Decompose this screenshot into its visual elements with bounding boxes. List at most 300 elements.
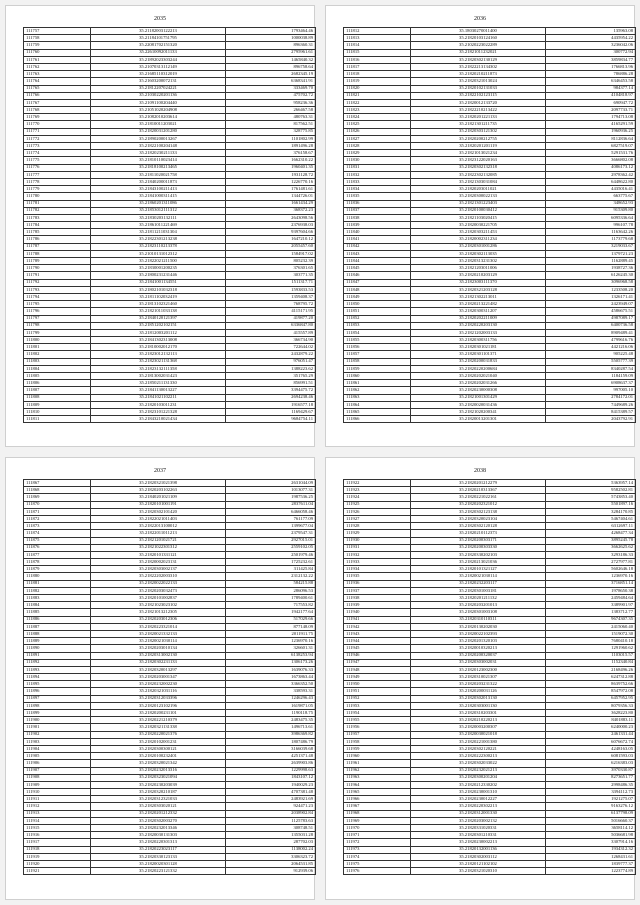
table-row	[344, 143, 636, 150]
row-amount: 328775.85	[226, 128, 316, 135]
row-id: 111879	[24, 566, 91, 573]
table-row	[24, 616, 316, 623]
row-amount: 1355031.28	[226, 832, 316, 839]
row-amount: 1103015.57	[546, 652, 636, 659]
row-amount: 1661434.29	[226, 200, 316, 207]
table-row	[24, 566, 316, 573]
table-row	[24, 107, 316, 114]
row-code: 35.22081702151320	[91, 42, 226, 49]
row-amount: 2795961.61	[226, 49, 316, 56]
row-id: 111961	[344, 760, 411, 767]
row-code: 35.21820303002031	[411, 659, 546, 666]
table-row	[344, 630, 636, 637]
row-amount: 1465840.32	[226, 56, 316, 63]
page-title: 2037	[154, 468, 166, 474]
table-row	[344, 200, 636, 207]
row-id: 111928	[344, 523, 411, 530]
table-row	[24, 825, 316, 832]
table-row	[344, 250, 636, 257]
row-amount: 8401883.11	[546, 717, 636, 724]
row-code: 35.21841021102211	[91, 394, 226, 401]
row-code: 35.21820203001347	[91, 674, 226, 681]
row-id: 111776	[24, 164, 91, 171]
table-row	[24, 515, 316, 522]
row-id: 111931	[344, 544, 411, 551]
row-id: 111838	[344, 214, 411, 221]
table-row	[344, 358, 636, 365]
table-row	[24, 99, 316, 106]
table-row	[24, 530, 316, 537]
row-id: 111882	[24, 587, 91, 594]
row-amount: 2784172.01	[546, 394, 636, 401]
row-code: 35.21822301213238	[91, 236, 226, 243]
table-row	[344, 157, 636, 164]
row-amount: 2998486.35	[546, 781, 636, 788]
table-row	[24, 358, 316, 365]
row-id: 111805	[24, 373, 91, 380]
row-code: 35.21821001301429	[411, 394, 546, 401]
row-code: 35.21820320021342	[91, 760, 226, 767]
table-row	[24, 293, 316, 300]
row-code: 35.22610092011133	[91, 49, 226, 56]
row-code: 35.21820221022161	[411, 494, 546, 501]
row-amount: 3236042.06	[546, 42, 636, 49]
row-code: 35.21685110312019	[91, 71, 226, 78]
table-row	[344, 796, 636, 803]
row-code: 35.21820130202030	[411, 623, 546, 630]
row-code: 35.21820321031116	[91, 688, 226, 695]
row-amount: 3389901.97	[546, 602, 636, 609]
row-id: 111965	[344, 789, 411, 796]
table-row	[344, 487, 636, 494]
row-amount: 1173779.68	[546, 236, 636, 243]
table-row	[24, 301, 316, 308]
row-code: 35.21820213221482	[411, 301, 546, 308]
row-id: 111897	[24, 695, 91, 702]
table-row	[344, 373, 636, 380]
row-amount: 1593833.53	[226, 286, 316, 293]
row-id: 111853	[344, 322, 411, 329]
row-amount: 1725232.61	[226, 559, 316, 566]
table-row	[344, 587, 636, 594]
row-id: 111794	[24, 293, 91, 300]
table-row	[24, 128, 316, 135]
row-id: 111821	[344, 92, 411, 99]
row-code: 35.21020223022289	[411, 42, 546, 49]
row-code: 35.21820302231133	[91, 659, 226, 666]
table-row	[344, 85, 636, 92]
table-row	[24, 214, 316, 221]
row-id: 111910	[24, 789, 91, 796]
row-id: 111942	[344, 623, 411, 630]
table-row	[24, 839, 316, 846]
table-row	[24, 416, 316, 423]
row-amount: 286096.53	[226, 587, 316, 594]
table-row	[344, 638, 636, 645]
row-code: 35.21820223023117	[91, 846, 226, 853]
row-code: 35.21811211031304	[91, 229, 226, 236]
row-code: 35.21800231231446	[91, 272, 226, 279]
row-amount: 1647210.12	[226, 236, 316, 243]
table-row	[344, 315, 636, 322]
table-row	[344, 28, 636, 35]
table-row	[344, 846, 636, 853]
table-row	[24, 760, 316, 767]
table-row	[344, 351, 636, 358]
table-row	[24, 659, 316, 666]
row-code: 35.21091100204440	[91, 99, 226, 106]
row-code: 35.21820202211009	[411, 315, 546, 322]
row-id: 111788	[24, 250, 91, 257]
row-amount: 1891496.28	[226, 143, 316, 150]
row-amount: 311425.84	[226, 566, 316, 573]
row-code: 35.21820303121302	[411, 128, 546, 135]
table-row	[24, 222, 316, 229]
row-amount: 996107.78	[546, 222, 636, 229]
row-id: 111830	[344, 157, 411, 164]
row-id: 111828	[344, 143, 411, 150]
row-code: 35.21820220200684	[411, 365, 546, 372]
table-row	[24, 630, 316, 637]
row-amount: 8273651.77	[546, 774, 636, 781]
row-code: 35.21820312321033	[91, 796, 226, 803]
row-amount: 924471.23	[226, 803, 316, 810]
row-id: 111779	[24, 186, 91, 193]
row-amount: 1399677.04	[226, 523, 316, 530]
row-code: 35.18030270011400	[411, 28, 546, 35]
table-row	[344, 666, 636, 673]
row-code: 35.21822100204148	[91, 143, 226, 150]
table-row	[24, 487, 316, 494]
table-row	[344, 272, 636, 279]
row-id: 111966	[344, 796, 411, 803]
row-code: 35.21820002023131	[91, 559, 226, 566]
table-row	[24, 28, 316, 35]
row-amount: 2097733.71	[546, 107, 636, 114]
row-code: 35.21823132111358	[91, 365, 226, 372]
table-row	[24, 717, 316, 724]
row-code: 35.21820230001310	[411, 789, 546, 796]
row-amount: 2682345.19	[226, 71, 316, 78]
table-row	[24, 135, 316, 142]
row-code: 35.21820102131033	[411, 85, 546, 92]
table-row	[344, 566, 636, 573]
row-id: 111976	[344, 868, 411, 875]
row-amount: 1960401.35	[226, 164, 316, 171]
table-row	[344, 544, 636, 551]
table-row	[344, 551, 636, 558]
row-amount: 4707381.48	[226, 789, 316, 796]
row-code: 35.21841001134551	[91, 279, 226, 286]
row-amount: 6076672.74	[546, 738, 636, 745]
row-amount: 1843107.12	[226, 774, 316, 781]
table-row	[24, 315, 316, 322]
table-row	[344, 214, 636, 221]
row-code: 35.21823122020163	[411, 157, 546, 164]
row-id: 111958	[344, 738, 411, 745]
row-amount: 1169429.67	[226, 408, 316, 415]
row-code: 35.21820223121332	[91, 868, 226, 875]
row-code: 35.21820123102196	[91, 702, 226, 709]
row-code: 35.21184101751795	[91, 35, 226, 42]
row-amount: 6346453.58	[546, 78, 636, 85]
table-row	[344, 301, 636, 308]
row-code: 35.21820022102393	[411, 630, 546, 637]
row-id: 111867	[24, 480, 91, 487]
row-id: 111824	[344, 114, 411, 121]
row-code: 35.21822210213422	[411, 107, 546, 114]
table-row	[24, 480, 316, 487]
table-row	[24, 143, 316, 150]
row-amount: 1793464.46	[226, 28, 316, 35]
data-table	[23, 479, 316, 875]
row-code: 35.21822011011213	[91, 530, 226, 537]
row-id: 111806	[24, 380, 91, 387]
row-amount: 2978362.42	[546, 171, 636, 178]
row-id: 111793	[24, 286, 91, 293]
row-code: 35.21823101221328	[91, 408, 226, 415]
table-row	[24, 796, 316, 803]
row-amount: 5743853.40	[546, 494, 636, 501]
table-row	[344, 243, 636, 250]
row-id: 111935	[344, 573, 411, 580]
row-id: 111798	[24, 322, 91, 329]
table-row	[344, 537, 636, 544]
table-row	[344, 659, 636, 666]
row-id: 111813	[344, 35, 411, 42]
row-code: 35.21820021030114	[411, 573, 546, 580]
row-amount: 1940029.23	[226, 781, 316, 788]
row-amount: 1766813.96	[546, 63, 636, 70]
table-row	[24, 609, 316, 616]
row-amount: 6336847.80	[226, 322, 316, 329]
row-amount: 8415389.57	[546, 408, 636, 415]
table-row	[24, 186, 316, 193]
row-code: 35.21820030131303	[91, 832, 226, 839]
table-row	[24, 35, 316, 42]
row-amount: 480763.31	[226, 114, 316, 121]
table-row	[24, 387, 316, 394]
row-id: 111785	[24, 229, 91, 236]
row-code: 35.21820232013316	[91, 767, 226, 774]
row-amount: 1938727.36	[546, 265, 636, 272]
row-code: 35.21820012133720	[411, 99, 546, 106]
row-code: 35.21820203032473	[91, 587, 226, 594]
table-row	[24, 688, 316, 695]
row-code: 35.21821022301312	[91, 544, 226, 551]
row-id: 111845	[344, 265, 411, 272]
table-row	[344, 193, 636, 200]
row-code: 35.21820021332133	[91, 630, 226, 637]
row-code: 35.21841302313008	[91, 337, 226, 344]
table-row	[344, 724, 636, 731]
row-id: 111771	[24, 128, 91, 135]
table-row	[344, 810, 636, 817]
row-amount: 4165291.59	[546, 121, 636, 128]
row-code: 35.21812207024221	[91, 85, 226, 92]
row-amount: 287702.03	[226, 839, 316, 846]
row-id: 111815	[344, 49, 411, 56]
row-amount: 717553.82	[226, 602, 316, 609]
table-row	[344, 99, 636, 106]
table-row	[24, 832, 316, 839]
row-id: 111946	[344, 652, 411, 659]
row-amount: 366734.90	[226, 337, 316, 344]
row-amount: 3394112.73	[546, 789, 636, 796]
row-id: 111913	[24, 810, 91, 817]
row-id: 111792	[24, 279, 91, 286]
table-row	[24, 602, 316, 609]
table-row	[24, 710, 316, 717]
table-row	[344, 595, 636, 602]
row-code: 35.21820321020310	[411, 868, 546, 875]
row-code: 35.21182003122213	[91, 28, 226, 35]
row-id: 111770	[24, 121, 91, 128]
row-amount: 419877.20	[226, 315, 316, 322]
table-row	[344, 695, 636, 702]
data-table	[343, 27, 636, 423]
row-id: 111971	[344, 832, 411, 839]
row-amount: 415557.89	[226, 329, 316, 336]
row-id: 111968	[344, 810, 411, 817]
table-row	[344, 135, 636, 142]
row-id: 111827	[344, 135, 411, 142]
row-id: 111778	[24, 178, 91, 185]
row-code: 35.21820030021018	[411, 731, 546, 738]
row-code: 35.21820330202103	[411, 551, 546, 558]
row-amount: 8547972.08	[546, 688, 636, 695]
row-amount: 338593.31	[226, 688, 316, 695]
row-amount: 1794713.08	[546, 114, 636, 121]
row-amount: 584215.88	[226, 580, 316, 587]
row-code: 35.21820201201119	[411, 143, 546, 150]
table-row	[344, 515, 636, 522]
row-code: 35.21820020031436	[411, 401, 546, 408]
row-amount: 4987089.17	[546, 315, 636, 322]
table-row	[24, 229, 316, 236]
row-code: 35.21820002311234	[411, 236, 546, 243]
row-amount: 3306323.72	[226, 853, 316, 860]
table-row	[344, 767, 636, 774]
row-id: 111781	[24, 200, 91, 207]
row-code: 35.21820330123133	[91, 853, 226, 860]
row-amount: 1978650.38	[546, 587, 636, 594]
row-code: 35.21820101001191	[91, 501, 226, 508]
row-id: 111801	[24, 344, 91, 351]
row-amount: 1236970.16	[546, 573, 636, 580]
row-id: 111948	[344, 666, 411, 673]
row-id: 111945	[344, 645, 411, 652]
table-row	[344, 365, 636, 372]
row-id: 111893	[24, 666, 91, 673]
table-row	[24, 373, 316, 380]
row-id: 111952	[344, 695, 411, 702]
row-code: 35.21820313002130	[91, 652, 226, 659]
table-row	[24, 171, 316, 178]
row-amount: 4251371.48	[226, 753, 316, 760]
row-amount: 2376938.03	[226, 222, 316, 229]
row-code: 35.21820200303171	[411, 537, 546, 544]
table-row	[24, 587, 316, 594]
row-id: 111921	[24, 868, 91, 875]
row-code: 35.21820302013130	[411, 695, 546, 702]
table-row	[344, 753, 636, 760]
row-amount: 517029.66	[226, 616, 316, 623]
row-amount: 2483921.69	[226, 796, 316, 803]
row-amount: 6400736.58	[546, 322, 636, 329]
row-code: 35.21820321131338	[91, 724, 226, 731]
row-amount: 4268477.34	[546, 530, 636, 537]
table-row	[344, 580, 636, 587]
row-id: 111929	[344, 530, 411, 537]
row-amount: 1960936.25	[546, 128, 636, 135]
row-code: 35.21821201021721	[91, 537, 226, 544]
row-id: 111895	[24, 681, 91, 688]
row-id: 111909	[24, 781, 91, 788]
row-id: 111860	[344, 373, 411, 380]
table-row	[344, 286, 636, 293]
row-amount: 2559102.05	[226, 544, 316, 551]
row-amount: 1138002.24	[226, 846, 316, 853]
table-row	[344, 121, 636, 128]
row-id: 111803	[24, 358, 91, 365]
row-id: 111760	[24, 49, 91, 56]
row-id: 111856	[344, 344, 411, 351]
row-id: 111900	[24, 717, 91, 724]
row-id: 111809	[24, 401, 91, 408]
row-id: 111901	[24, 724, 91, 731]
row-id: 111786	[24, 236, 91, 243]
row-amount: 8079356.33	[546, 702, 636, 709]
table-row	[24, 63, 316, 70]
row-amount: 768795.72	[226, 301, 316, 308]
row-amount: 1125783.63	[226, 817, 316, 824]
row-code: 35.21820303020121	[91, 803, 226, 810]
row-amount: 6457952.95	[546, 695, 636, 702]
row-code: 35.21820202031266	[411, 380, 546, 387]
row-amount: 912939.06	[226, 868, 316, 875]
table-row	[24, 695, 316, 702]
row-amount: 1233508.20	[546, 286, 636, 293]
table-row	[344, 530, 636, 537]
row-amount: 3307914.16	[546, 839, 636, 846]
table-row	[344, 56, 636, 63]
table-row	[344, 337, 636, 344]
row-code: 35.21820230012227	[411, 796, 546, 803]
table-row	[24, 817, 316, 824]
row-code: 35.21820201320103	[411, 638, 546, 645]
table-row	[344, 329, 636, 336]
row-amount: 4435954.22	[546, 35, 636, 42]
row-id: 111875	[24, 537, 91, 544]
row-code: 35.21821023023102	[91, 602, 226, 609]
row-code: 35.21820223321014	[91, 623, 226, 630]
table-row	[344, 616, 636, 623]
row-code: 35.21820321203128	[411, 286, 546, 293]
row-id: 111880	[24, 573, 91, 580]
row-code: 35.21840200011873	[91, 178, 226, 185]
row-amount: 3666802.08	[546, 157, 636, 164]
table-row	[344, 35, 636, 42]
row-amount: 6081593.03	[546, 753, 636, 760]
row-amount: 761177.09	[226, 515, 316, 522]
page-2036	[325, 5, 635, 447]
row-code: 35.21821103020415	[411, 214, 546, 221]
row-amount: 333469.70	[226, 85, 316, 92]
row-amount: 266467.58	[226, 107, 316, 114]
table-row	[24, 164, 316, 171]
row-code: 35.21820210112373	[411, 530, 546, 537]
